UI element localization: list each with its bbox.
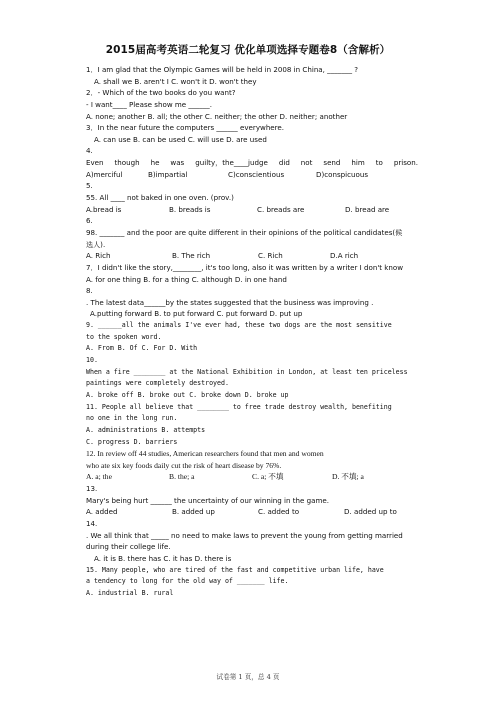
question-list [86,64,418,599]
option-a: A)merciful [86,169,123,179]
question-9-options: A. From B. Of C. For D. With [86,344,198,353]
question-13-number: 13. [86,484,98,494]
page-title: 2015届高考英语二轮复习 优化单项选择专题卷8（含解析） [105,44,391,56]
question-3-stem: 3．In the near future the computers ______ everywhere. [86,123,285,133]
question-14-stem-2: during their college life. [86,542,171,552]
option-a: A. Rich [86,251,111,261]
word: prison. [393,158,418,168]
question-14-stem: . We all think that _____ no need to make laws to prevent the young from getting married [86,530,403,540]
question-7-stem: 7．I didn't like the story,________, it's too long, also it was written by a writer I don't know [86,262,404,272]
question-10-options: A. broke off B. broke out C. broke down D. broke up [86,390,289,399]
option-b: B. the; a [169,472,195,482]
question-8-number: 8. [86,286,93,296]
option-d: D.A rich [330,251,359,261]
option-d: D)conspicuous [316,169,369,179]
word: was [170,158,185,168]
question-4-options [86,169,418,181]
word: guilty，the____judge [195,158,268,168]
question-13-options [86,506,418,518]
word: not [300,158,313,168]
word: send [323,158,341,168]
question-12-options [86,471,418,483]
question-6-stem-2: 选人). [86,239,106,249]
question-8-stem: . The latest data______by the states suggested that the business was improving . [86,297,374,307]
question-1-options: A. shall we B. aren't I C. won't it D. won't they [94,76,257,86]
question-12-stem: 12. In review off 44 studies, American researchers found that men and women [86,449,324,459]
question-6-stem: 98. _______ and the poor are quite different in their opinions of the political candidates(候 [86,227,403,237]
word: Even [86,158,104,168]
question-11-options-2: C. progress D. barriers [86,437,178,446]
option-a: A.bread is [86,204,122,214]
question-10-stem: When a fire ________ at the National Exhibition in London, at least ten priceless [86,367,408,376]
option-b: B)impartial [148,169,188,179]
option-d: D. 不填; a [332,472,364,482]
question-9-stem-2: to the spoken word. [86,332,162,341]
question-1-stem: 1．I am glad that the Olympic Games will be held in 2008 in China, _______ ? [86,65,359,74]
question-5-number: 5. [86,181,93,191]
question-11-stem: 11. People all believe that ________ to free trade destroy wealth, benefiting [86,402,392,411]
question-2-stem: 2．- Which of the two books do you want? [86,88,236,98]
question-11-stem-2: no one in the long run. [86,414,178,423]
option-c: C. Rich [258,251,283,261]
word: to [375,158,383,168]
option-a: A. added [86,507,118,517]
question-4-stem [86,157,418,169]
option-c: C. added to [258,507,300,517]
option-d: D. bread are [345,204,390,214]
question-15-stem: 15. Many people, who are tired of the fast and competitive urban life, have [86,565,384,574]
question-5-stem: 55. All ____ not baked in one oven. (prov.) [86,193,234,203]
page-footer: 试卷第 1 页，总 4 页 [216,673,280,681]
question-2-options: A. none; another B. all; the other C. neither; the other D. neither; another [86,111,348,121]
question-2-stem-2: - I want____ Please show me ______. [86,99,212,109]
question-3-options: A. can use B. can be used C. will use D. are used [94,134,267,144]
question-7-options: A. for one thing B. for a thing C. although D. in one hand [86,274,287,284]
question-14-number: 14. [86,518,98,528]
question-13-stem: Mary's being hurt ______ the uncertainty of our winning in the game. [86,495,330,505]
question-10-stem-2: paintings were completely destroyed. [86,379,229,388]
option-b: B. added up [172,507,215,517]
question-11-options-1: A. administrations B. attempts [86,425,206,434]
question-12-stem-2: who ate six key foods daily cut the risk of heart disease by 76%. [86,460,282,470]
word: he [150,158,160,168]
question-5-options [86,204,418,216]
word: him [351,158,365,168]
option-b: B. The rich [172,251,211,261]
question-10-number: 10. [86,356,98,365]
question-6-options [86,250,418,262]
option-d: D. added up to [344,507,397,517]
question-15-stem-2: a tendency to long for the old way of _______ life. [86,577,289,586]
question-9-stem: 9. ______all the animals I've ever had, these two dogs are the most sensitive [86,321,392,330]
question-15-options: A. industrial B. rural [86,588,174,597]
question-14-options: A. it is B. there has C. it has D. there is [94,553,232,563]
word: did [278,158,290,168]
option-b: B. breads is [169,204,211,214]
question-6-number: 6. [86,216,93,226]
question-8-options: A.putting forward B. to put forward C. put forward D. put up [90,309,303,319]
option-a: A. a; the [86,472,112,482]
question-4-number: 4. [86,146,93,156]
option-c: C. a; 不填 [252,472,284,482]
option-c: C. breads are [257,204,305,214]
word: though [114,158,140,168]
option-c: C)conscientious [228,169,285,179]
